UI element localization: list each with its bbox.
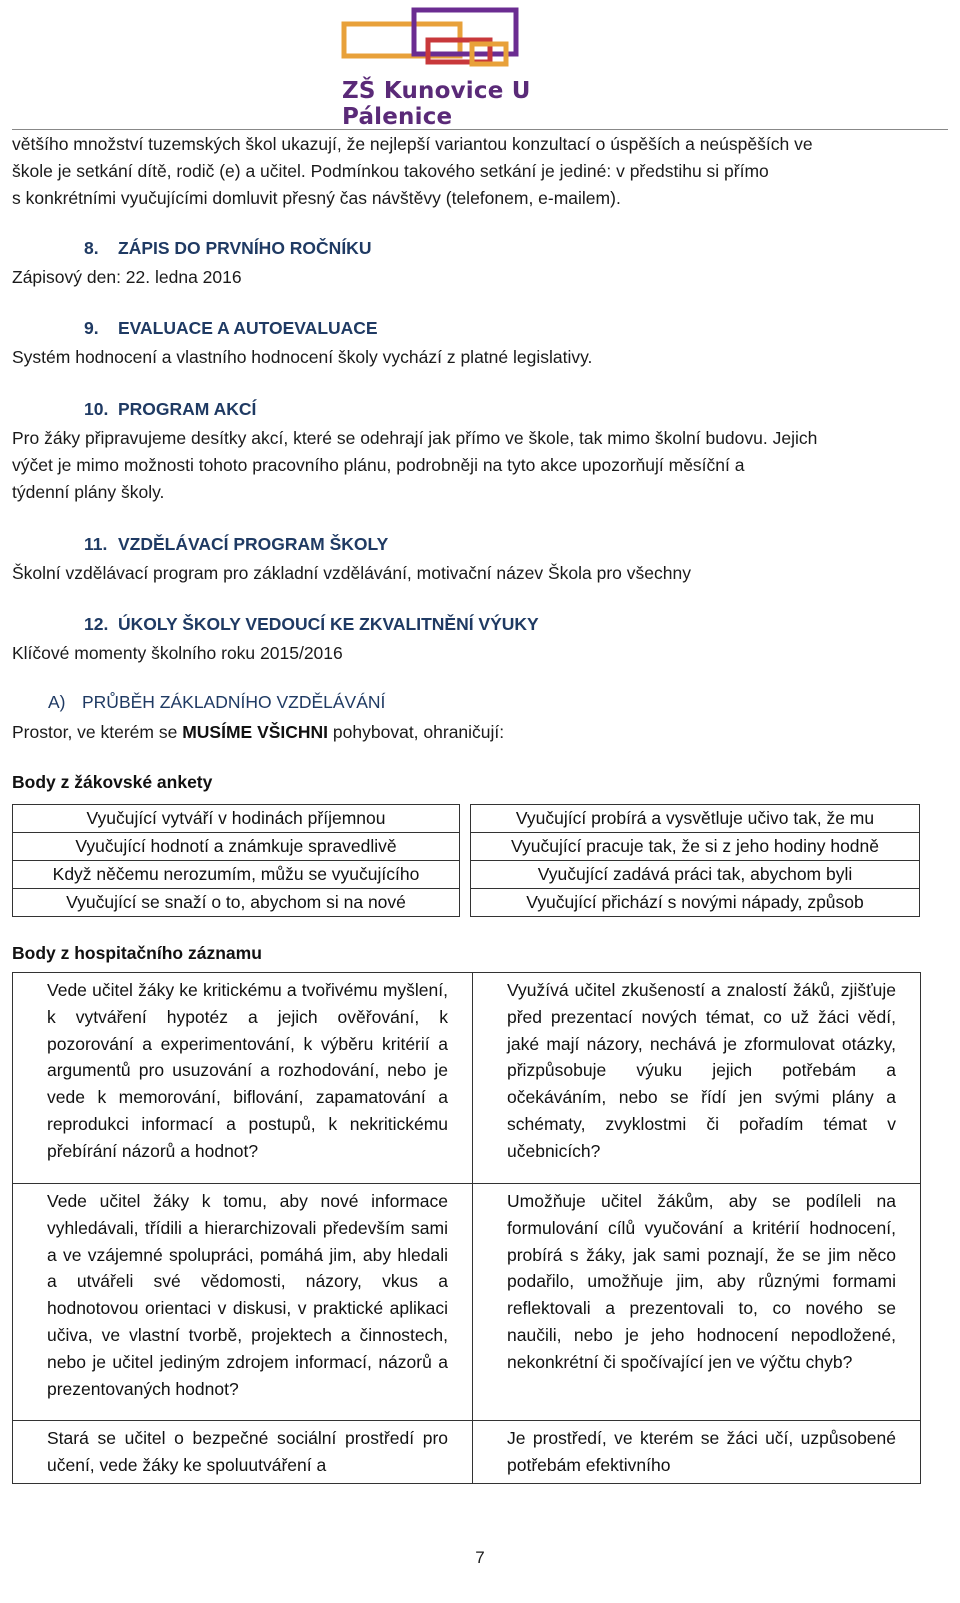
section-number: 9. bbox=[84, 318, 99, 338]
logo-rectangles-icon bbox=[332, 0, 632, 80]
section-8-heading bbox=[84, 238, 371, 259]
table-row bbox=[13, 833, 460, 861]
table-row bbox=[13, 973, 921, 1184]
table-cell: Vede učitel žáky k tomu, aby nové informace vyhledávali, třídili a hierarchizovali především sami a ve vzájemné spolupráci, pomáhá jim, aby hledali a utvářeli své vědomosti, názory, vkus a hodnotovou orientaci v diskusi, v praktické aplikaci učiva, ve vlastní tvorbě, projektech a činnostech, nebo je učitel jediným zdrojem informací, názorů a prezentovaných hodnot? bbox=[13, 1184, 473, 1421]
section-12-heading bbox=[84, 614, 539, 635]
table-row bbox=[13, 889, 460, 917]
section-number: 11. bbox=[84, 534, 108, 554]
header-rule bbox=[12, 129, 948, 130]
table-cell: Vyučující pracuje tak, že si z jeho hodiny hodně bbox=[471, 833, 920, 861]
intro-paragraph bbox=[12, 131, 946, 212]
table-row bbox=[13, 861, 460, 889]
text-line: výčet je mimo možnosti tohoto pracovního plánu, podrobněji na tyto akce upozorňují měsíční a bbox=[12, 455, 745, 475]
table-row bbox=[13, 1184, 921, 1421]
hospitation-table bbox=[12, 972, 921, 1484]
section-title: ÚKOLY ŠKOLY VEDOUCÍ KE ZKVALITNĚNÍ VÝUKY bbox=[118, 614, 539, 634]
survey-title: Body z žákovské ankety bbox=[12, 772, 213, 792]
table-cell: Umožňuje učitel žákům, aby se podíleli na formulování cílů vyučování a kritérií hodnocení, probírá s žáky, jak sami poznají, že se jim něco podařilo, umožňuje jim, aby různými formami reflektovali a prezentovali to, co nového se naučili, nebo je jeho hodnocení nepodložené, nekonkrétní či spočívající jen ve výčtu chyb? bbox=[473, 1184, 921, 1421]
section-10-text bbox=[12, 425, 946, 506]
survey-table-left bbox=[12, 804, 460, 917]
table-cell: Když něčemu nerozumím, můžu se vyučujícího bbox=[13, 861, 460, 889]
table-cell: Vyučující vytváří v hodinách příjemnou bbox=[13, 805, 460, 833]
school-logo bbox=[332, 0, 632, 130]
table-cell: Vyučující přichází s novými nápady, způsob bbox=[471, 889, 920, 917]
table-row bbox=[13, 1421, 921, 1484]
section-number: 8. bbox=[84, 238, 99, 258]
table-cell: Stará se učitel o bezpečné sociální prostředí pro učení, vede žáky ke spoluutváření a bbox=[13, 1421, 473, 1484]
section-12-text: Klíčové momenty školního roku 2015/2016 bbox=[12, 643, 343, 663]
frame-bold: MUSÍME VŠICHNI bbox=[182, 722, 329, 742]
subsection-label: A) bbox=[48, 692, 66, 712]
section-title: PROGRAM AKCÍ bbox=[118, 399, 257, 419]
table-row bbox=[471, 833, 920, 861]
intro-line: většího množství tuzemských škol ukazují, že nejlepší variantou konzultací o úspěších a neúspěších ve bbox=[12, 134, 813, 154]
frame-before: Prostor, ve kterém se bbox=[12, 722, 183, 742]
table-row bbox=[471, 805, 920, 833]
section-9-heading bbox=[84, 318, 378, 339]
text-line: týdenní plány školy. bbox=[12, 482, 165, 502]
table-row bbox=[13, 805, 460, 833]
table-cell: Je prostředí, ve kterém se žáci učí, uzpůsobené potřebám efektivního bbox=[473, 1421, 921, 1484]
page-number: 7 bbox=[475, 1548, 485, 1567]
table-cell: Vede učitel žáky ke kritickému a tvořivému myšlení, k vytváření hypotéz a jejich ověřování, k pozorování a experimentování, k výběru kritérií a argumentů pro usuzování a rozhodování, nebo je vede k memorování, biflování, zapamatování a reprodukci informací a postupů, k nekritickému přebírání názorů a hodnot? bbox=[13, 973, 473, 1184]
subsection-a-heading bbox=[48, 692, 385, 713]
section-title: EVALUACE A AUTOEVALUACE bbox=[118, 318, 378, 338]
table-cell: Vyučující zadává práci tak, abychom byli bbox=[471, 861, 920, 889]
table-cell: Využívá učitel zkušeností a znalostí žáků, zjišťuje před prezentací nových témat, co už žáci vědí, jaké mají názory, nechává je zformulovat otázky, přizpůsobuje výuku jejich potřebám a očekáváním, nebo se řídí jen svými plány a schématy, zvyklostmi či pořadím témat v učebnicích? bbox=[473, 973, 921, 1184]
section-title: ZÁPIS DO PRVNÍHO ROČNÍKU bbox=[118, 238, 372, 258]
section-9-text: Systém hodnocení a vlastního hodnocení školy vychází z platné legislativy. bbox=[12, 347, 593, 367]
section-number: 12. bbox=[84, 614, 109, 634]
table-cell: Vyučující se snaží o to, abychom si na nové bbox=[13, 889, 460, 917]
table-row bbox=[471, 889, 920, 917]
hospitation-title: Body z hospitačního záznamu bbox=[12, 943, 262, 963]
section-11-text: Školní vzdělávací program pro základní vzdělávání, motivační název Škola pro všechny bbox=[12, 563, 691, 583]
section-title: VZDĚLÁVACÍ PROGRAM ŠKOLY bbox=[118, 534, 389, 554]
table-cell: Vyučující hodnotí a známkuje spravedlivě bbox=[13, 833, 460, 861]
logo-text: ZŠ Kunovice U Pálenice bbox=[342, 78, 531, 130]
text-line: Pro žáky připravujeme desítky akcí, které se odehrají jak přímo ve škole, tak mimo školní budovu. Jejich bbox=[12, 428, 818, 448]
section-10-heading bbox=[84, 399, 256, 420]
section-number: 10. bbox=[84, 399, 109, 419]
subsection-title: PRŮBĚH ZÁKLADNÍHO VZDĚLÁVÁNÍ bbox=[82, 692, 386, 712]
section-8-text: Zápisový den: 22. ledna 2016 bbox=[12, 267, 242, 287]
intro-line: s konkrétními vyučujícími domluvit přesný čas návštěvy (telefonem, e-mailem). bbox=[12, 188, 621, 208]
frame-after: pohybovat, ohraničují: bbox=[328, 722, 505, 742]
section-11-heading bbox=[84, 534, 388, 555]
table-row bbox=[471, 861, 920, 889]
table-cell: Vyučující probírá a vysvětluje učivo tak, že mu bbox=[471, 805, 920, 833]
survey-table-right bbox=[470, 804, 920, 917]
intro-line: škole je setkání dítě, rodič (e) a učitel. Podmínkou takového setkání je jediné: v předstihu si přímo bbox=[12, 161, 769, 181]
frame-sentence bbox=[12, 719, 946, 746]
